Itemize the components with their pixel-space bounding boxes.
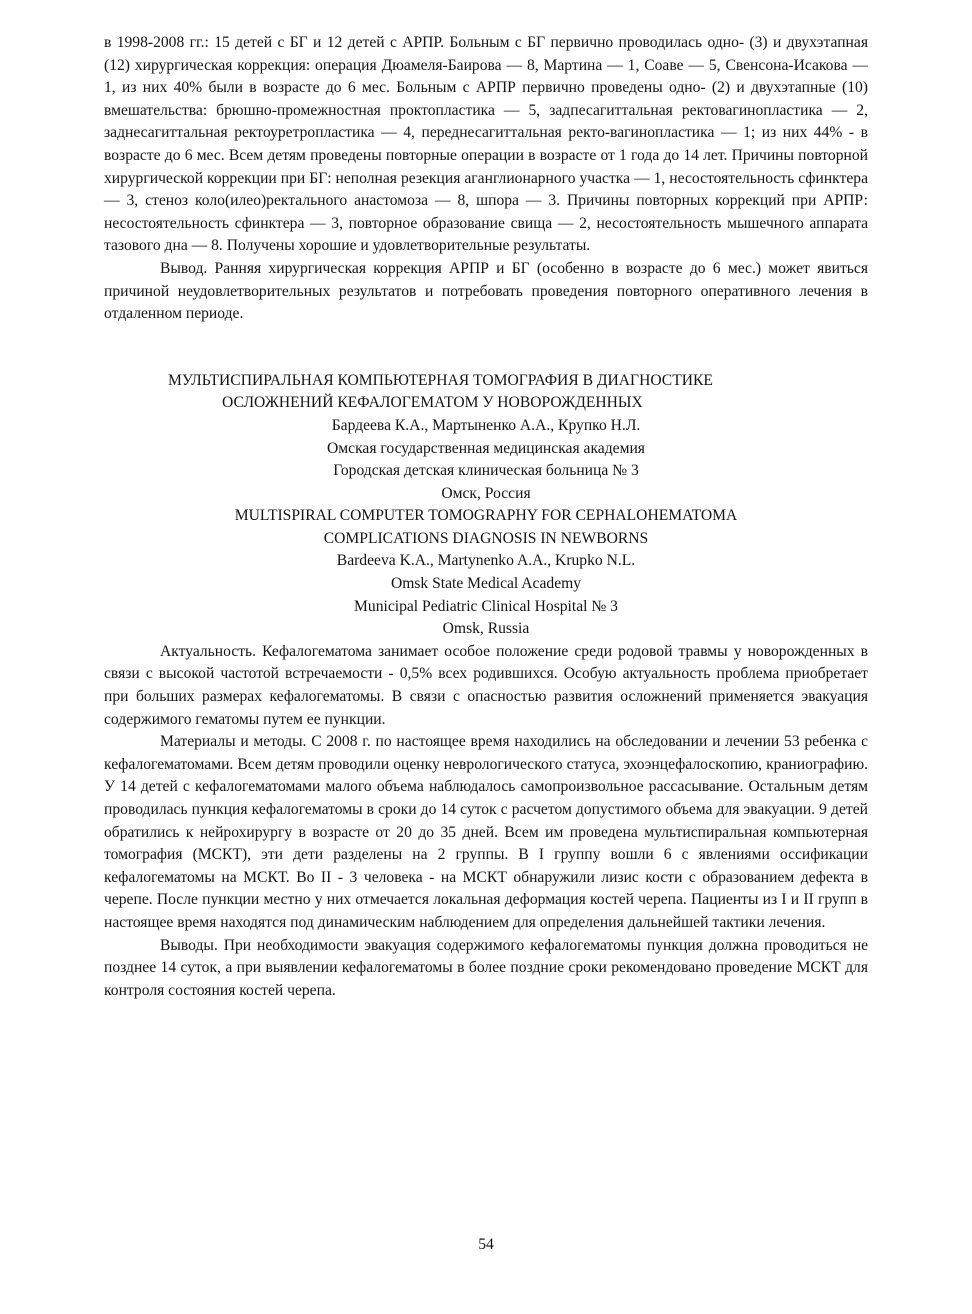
- article-title-en-line-1: MULTISPIRAL COMPUTER TOMOGRAPHY FOR CEPHALOHEMATOMA: [234, 507, 738, 525]
- previous-article-results-paragraph: в 1998-2008 гг.: 15 детей с БГ и 12 детей с АРПР. Больным с БГ первично проводилась одно- (3) и двухэтапная (12) хирургическая коррекция: операция Дюамеля-Баирова — 8, Мартина — 1, Соаве — 5, Свенсона-Исакова — 1, из них 40% были в возрасте до 6 мес. Больным с АРПР первично проведены одно- (2) и двухэтапные (10) вмешательства: брюшно-промежностная проктопластика — 5, задпесагиттальная ректовагинопластика — 2, заднесагиттальная ректоуретропластика — 4, переднесагиттальная ректо-вагинопластика — 1; из них 44% - в возрасте до 6 мес. Всем детям проведены повторные операции в возрасте от 1 года до 14 лет. Причины повторной хирургической коррекции при БГ: неполная резекция аганглионарного участка — 1, несостоятельность сфинктера — 3, стеноз коло(илео)ректального анастомоза — 8, шпора — 3. Причины повторных коррекций при АРПР: несостоятельность сфинктера — 3, повторное образование свища — 2, несостоятельность мышечного аппарата тазового дна — 8. Получены хорошие и удовлетворительные результаты.: [104, 34, 868, 255]
- article-header: [104, 370, 868, 641]
- materials-methods-paragraph: Материалы и методы. С 2008 г. по настоящее время находились на обследовании и лечении 53 ребенка с кефалогематомами. Всем детям проводили оценку неврологического статуса, эхоэнцефалоскопию, краниографию. У 14 детей с кефалогематомами малого объема наблюдалось самопроизвольное рассасывание. Остальным детям проводилась пункция кефалогематомы в сроки до 14 суток с расчетом допустимого объема для эвакуации. 9 детей обратились к нейрохирургу в возрасте от 20 до 35 дней. Всем им проведена мультиспиральная компьютерная томография (МСКТ), эти дети разделены на 2 группы. В I группу вошли 6 с явлениями оссификации кефалогематомы на МСКТ. Во II - 3 человека - на МСКТ обнаружили лизис кости с образованием дефекта в черепе. После пункции местно у них отмечается локальная деформация костей черепа. Пациенты из I и II групп в настоящее время находятся под динамическим наблюдением для определения дальнейшей тактики лечения.: [104, 733, 868, 931]
- previous-article-conclusion-paragraph: Вывод. Ранняя хирургическая коррекция АРПР и БГ (особенно в возрасте до 6 мес.) может явиться причиной неудовлетворительных результатов и потребовать проведения повторного оперативного лечения в отдаленном периоде.: [104, 259, 868, 323]
- affiliation-ru-1: Омская государственная медицинская академия: [327, 439, 645, 457]
- relevance-paragraph: Актуальность. Кефалогематома занимает особое положение среди родовой травмы у новорожденных в связи с высокой частотой встречаемости - 0,5% всех родившихся. Особую актуальность проблема приобретает при больших размерах кефалогематомы. В связи с опасностью развития осложнений применяется эвакуация содержимого гематомы путем ее пункции.: [104, 642, 868, 728]
- city-ru: Омск, Россия: [441, 484, 531, 502]
- city-en: Omsk, Russia: [442, 620, 530, 638]
- affiliation-en-2: Municipal Pediatric Clinical Hospital № 3: [354, 597, 618, 615]
- conclusions-paragraph: Выводы. При необходимости эвакуация содержимого кефалогематомы пункция должна проводиться не позднее 14 суток, а при выявлении кефалогематомы в более поздние сроки рекомендовано проведение МСКТ для контроля состояния костей черепа.: [104, 936, 868, 999]
- page-number: 54: [478, 1236, 494, 1253]
- section-spacer: [104, 326, 868, 370]
- authors-en: Bardeeva K.A., Martynenko A.A., Krupko N.L.: [336, 552, 636, 570]
- page-content: [104, 32, 868, 1002]
- article-title-en-line-2: COMPLICATIONS DIAGNOSIS IN NEWBORNS: [323, 529, 649, 547]
- authors-ru: Бардеева К.А., Мартыненко А.А., Крупко Н.Л.: [331, 416, 641, 434]
- affiliation-en-1: Omsk State Medical Academy: [390, 575, 582, 593]
- article-title-ru-line-1: МУЛЬТИСПИРАЛЬНАЯ КОМПЬЮТЕРНАЯ ТОМОГРАФИЯ В ДИАГНОСТИКЕ: [168, 371, 713, 389]
- affiliation-ru-2: Городская детская клиническая больница № 3: [333, 462, 639, 480]
- article-title-ru-line-2: ОСЛОЖНЕНИЙ КЕФАЛОГЕМАТОМ У НОВОРОЖДЕННЫХ: [222, 394, 643, 412]
